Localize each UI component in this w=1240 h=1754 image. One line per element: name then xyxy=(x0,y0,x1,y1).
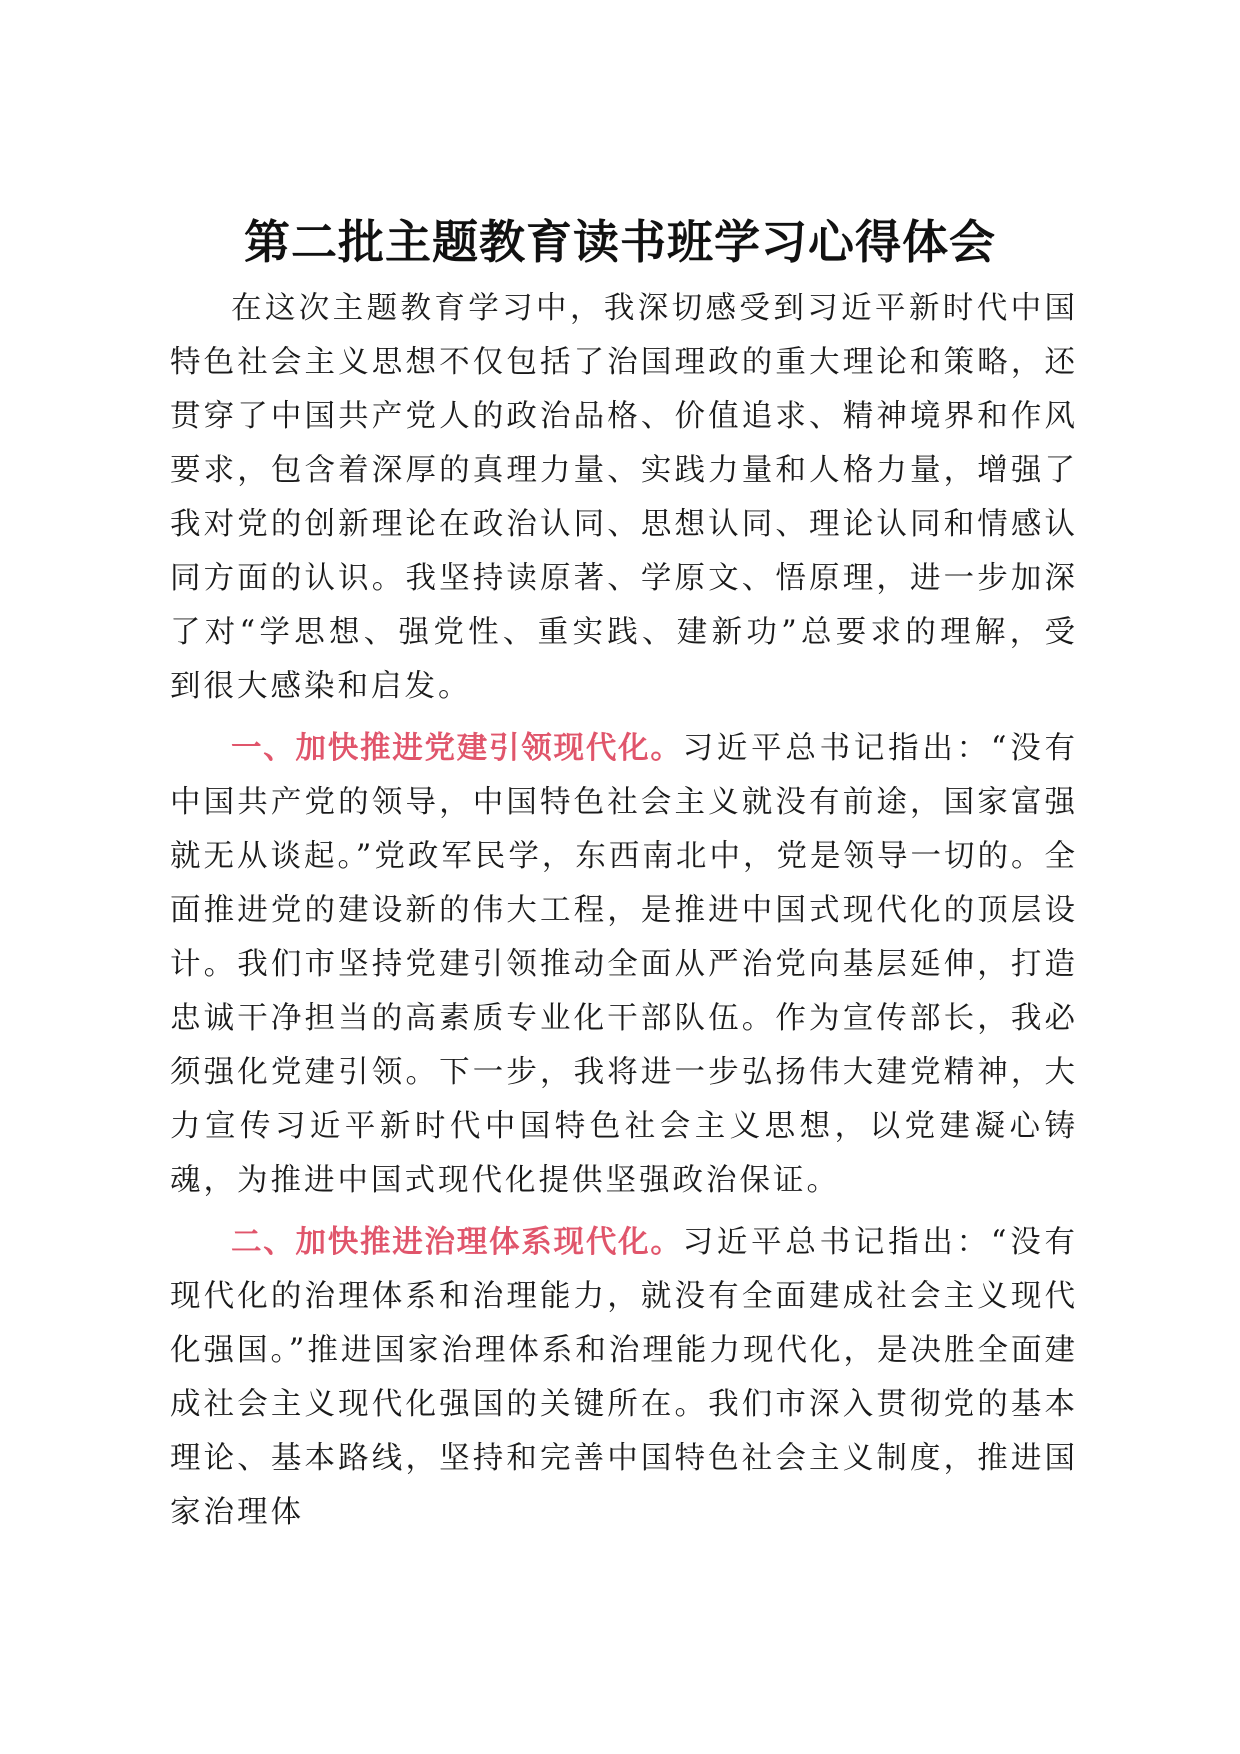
section-one-heading: 一、加快推进党建引领现代化。 xyxy=(231,731,683,766)
document-title: 第二批主题教育读书班学习心得体会 xyxy=(244,215,996,269)
paragraph-text: 在这次主题教育学习中，我深切感受到习近平新时代中国特色社会主义思想不仅包括了治国理政的重大理论和策略，还贯穿了中国共产党人的政治品格、价值追求、精神境界和作风要求，包含着深厚的真理力量、实践力量和人格力量，增强了我对党的创新理论在政治认同、思想认同、理论认同和情感认同方面的认识。我坚持读原著、学原文、悟原理，进一步加深了对“学思想、强党性、重实践、建新功”总要求的理解，受到很大感染和启发。 xyxy=(170,291,1078,704)
section-two-paragraph xyxy=(170,1216,1078,1540)
intro-paragraph xyxy=(170,282,1078,714)
document-body xyxy=(170,282,1078,1548)
paragraph-text: 习近平总书记指出：“没有现代化的治理体系和治理能力，就没有全面建成社会主义现代化强国。”推进国家治理体系和治理能力现代化，是决胜全面建成社会主义现代化强国的关键所在。我们市深入贯彻党的基本理论、基本路线，坚持和完善中国特色社会主义制度，推进国家治理体 xyxy=(170,1225,1079,1530)
section-one-paragraph xyxy=(170,722,1078,1208)
paragraph-text: 习近平总书记指出：“没有中国共产党的领导，中国特色社会主义就没有前途，国家富强就无从谈起。”党政军民学，东西南北中，党是领导一切的。全面推进党的建设新的伟大工程，是推进中国式现代化的顶层设计。我们市坚持党建引领推动全面从严治党向基层延伸，打造忠诚干净担当的高素质专业化干部队伍。作为宣传部长，我必须强化党建引领。下一步，我将进一步弘扬伟大建党精神，大力宣传习近平新时代中国特色社会主义思想，以党建凝心铸魂，为推进中国式现代化提供坚强政治保证。 xyxy=(170,731,1079,1198)
section-two-heading: 二、加快推进治理体系现代化。 xyxy=(231,1225,683,1260)
